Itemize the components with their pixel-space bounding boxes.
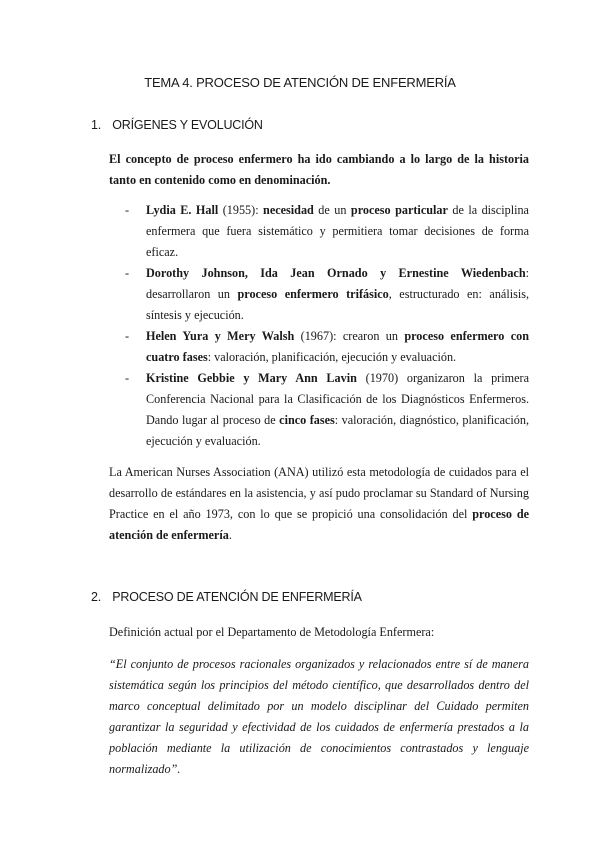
document-title: TEMA 4. PROCESO DE ATENCIÓN DE ENFERMERÍA — [144, 75, 456, 90]
list-item: - Dorothy Johnson, Ida Jean Ornado y Ernestine Wiedenbach: desarrollaron un proceso enfermero trifásico, estructurado en: análisis, síntesis y ejecución. — [125, 263, 529, 326]
history-list — [125, 200, 529, 452]
section-number: 2. — [91, 590, 102, 604]
definition-intro: Definición actual por el Departamento de Metodología Enfermera: — [109, 625, 435, 639]
bullet-dash: - — [125, 329, 130, 343]
list-item: - Helen Yura y Mery Walsh (1967): crearon un proceso enfermero con cuatro fases: valoración, planificación, ejecución y evaluación. — [125, 326, 529, 368]
intro-paragraph: El concepto de proceso enfermero ha ido cambiando a lo largo de la historia tanto en contenido como en denominación. — [109, 152, 529, 187]
list-item: - Lydia E. Hall (1955): necesidad de un proceso particular de la disciplina enfermera que fuera sistemático y permitiera tomar decisiones de forma eficaz. — [125, 200, 529, 263]
section-heading-2 — [91, 590, 362, 604]
section-title: ORÍGENES Y EVOLUCIÓN — [112, 118, 263, 132]
bullet-dash: - — [125, 266, 130, 280]
section-heading-1 — [91, 118, 263, 132]
section-number: 1. — [91, 118, 102, 132]
list-item: - Kristine Gebbie y Mary Ann Lavin (1970) organizaron la primera Conferencia Nacional para la Clasificación de los Diagnósticos Enfermeros. Dando lugar al proceso de cinco fases: valoración, diagnóstico, planificación, ejecución y evaluación. — [125, 368, 529, 452]
bullet-dash: - — [125, 203, 130, 217]
section-title: PROCESO DE ATENCIÓN DE ENFERMERÍA — [112, 590, 362, 604]
definition-quote: “El conjunto de procesos racionales organizados y relacionados entre sí de manera sistemática según los principios del método científico, que desarrollados dentro del marco conceptual delimitado por un modelo disciplinar del Cuidado permiten garantizar la seguridad y efectividad de los cuidados de enfermería prestados a la población mediante la utilización de conocimientos contrastados y lenguaje normalizado”. — [109, 657, 529, 776]
ana-paragraph: La American Nurses Association (ANA) utilizó esta metodología de cuidados para el desarrollo de estándares en la asistencia, y así pudo proclamar su Standard of Nursing Practice en el año 1973, con lo que se propició una consolidación del proceso de atención de enfermería. — [109, 465, 530, 542]
bullet-dash: - — [125, 371, 130, 385]
